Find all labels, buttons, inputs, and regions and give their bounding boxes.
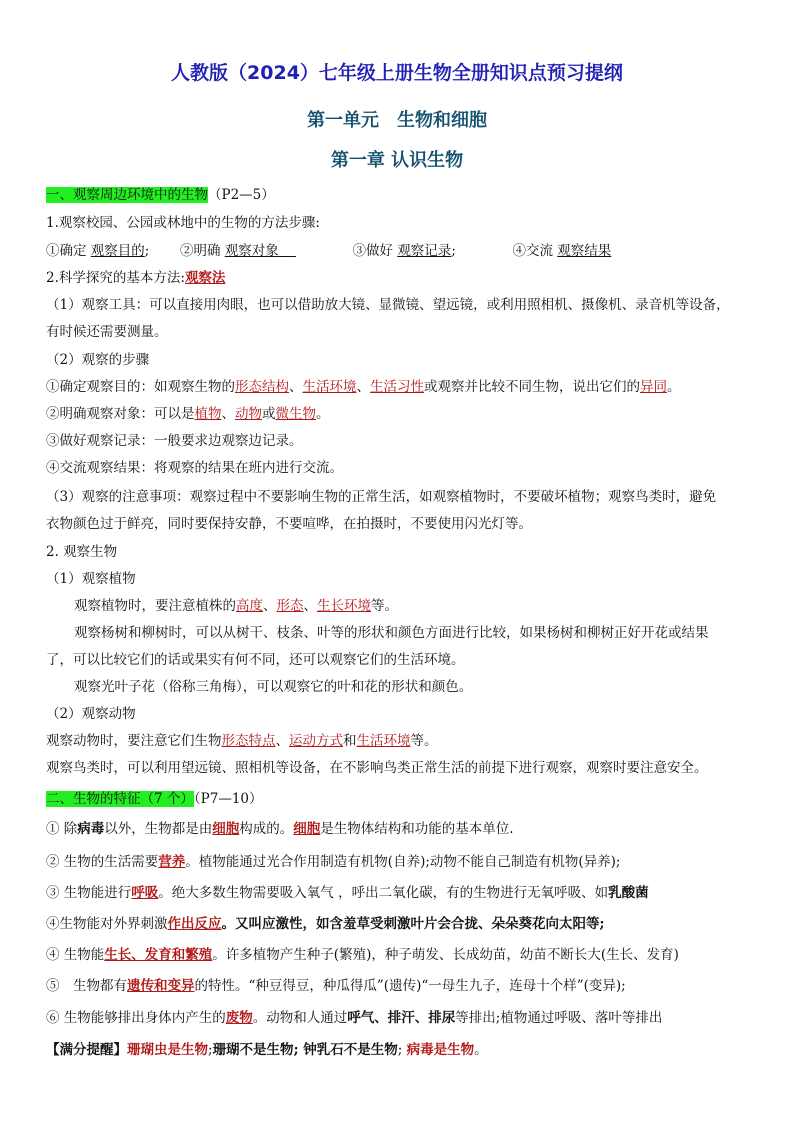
section-2-header [46,789,762,809]
question-2: 2.科学探究的基本方法:观察法 [46,270,226,286]
section-2-title: 二、生物的特征（7 个） [46,791,194,807]
step-answer: 观察结果 [557,243,612,259]
feature-4: ④生物能对外界刺激作出反应。又叫应激性，如含羞草受刺激叶片会合拢、朵朵葵花向太阳等; [46,916,605,932]
feature-6: ⑤ 生物都有遗传和变异的特性。“种豆得豆，种瓜得瓜”(遗传)“一母生九子，连母十个样”(变异); [46,978,626,994]
section-1-title: 一、观察周边环境中的生物 [46,187,208,203]
tip-label: 【满分提醒】 [46,1042,127,1058]
step-record: ③做好观察记录：一般要求边观察边记录。 [46,433,303,449]
step-object: ②明确观察对象：可以是植物、动物或微生物。 [46,406,330,422]
yang-line-1: 观察杨树和柳树时，可以从树干、枝条、叶等的形状和颜色方面进行比较，如果杨树和柳树正好开花或结果 [74,625,709,641]
guang-line: 观察光叶子花（俗称三角梅），可以观察它的叶和花的形状和颜色。 [74,679,473,695]
step-answer: 观察记录 [397,243,452,259]
document-title: 人教版（2024）七年级上册生物全册知识点预习提纲 [171,62,623,84]
feature-5: ④ 生物能生长、发育和繁殖。许多植物产生种子(繁殖)，种子萌发、长成幼苗，幼苗不断长大(生长、发育) [46,947,679,963]
plant-title: （1）观察植物 [46,571,136,587]
note-line-2: 衣物颜色过于鲜亮，同时要保持安静，不要喧哗，在拍摄时，不要使用闪光灯等。 [46,516,532,532]
section-2-pages: （P7—10） [193,791,263,807]
chapter-title: 第一章 认识生物 [330,150,464,171]
feature-2: ② 生物的生活需要营养。植物能通过光合作用制造有机物(自养);动物不能自己制造有机物(异养); [46,854,621,870]
step-share: ④交流观察结果：将观察的结果在班内进行交流。 [46,460,343,476]
unit-title: 第一单元 生物和细胞 [307,110,487,131]
animal-title: （2）观察动物 [46,706,136,722]
steps-title: （2）观察的步骤 [46,352,150,368]
step-answer: 观察对象 [224,243,279,259]
note-line-1: （3）观察的注意事项：观察过程中不要影响生物的正常生活，如观察植物时，不要破坏植物；观察鸟类时，避免 [46,489,717,505]
answer-method: 观察法 [184,270,226,286]
section-1-header [46,185,762,205]
observe-title: 2. 观察生物 [46,544,118,560]
step-purpose: ①确定观察目的：如观察生物的形态结构、生活环境、生活习性或观察并比较不同生物，说出它们的异同。 [46,379,681,395]
step-answer: 观察目的 [90,243,145,259]
tip-line: 【满分提醒】珊瑚虫是生物;珊瑚不是生物; 钟乳石不是生物; 病毒是生物。 [46,1042,488,1058]
tools-line-1: （1）观察工具：可以直接用肉眼，也可以借助放大镜、显微镜、望远镜，或利用照相机、摄像机、录音机等设备， [46,297,730,313]
feature-1: ① 除病毒以外，生物都是由细胞构成的。细胞是生物体结构和功能的基本单位. [46,821,514,837]
question-1: 1.观察校园、公园或林地中的生物的方法步骤: [46,215,320,231]
feature-7: ⑥ 生物能够排出身体内产生的废物。动物和人通过呼气、排汗、排尿等排出;植物通过呼吸、落叶等排出 [46,1010,663,1026]
method-steps: ①确定 观察目的; ②明确 观察对象 ③做好 观察记录; ④交流 观察结果 [46,243,612,259]
section-1-pages: （P2—5） [208,187,275,203]
yang-line-2: 了，可以比较它们的话或果实有何不同，还可以观察它们的生活环境。 [46,652,465,668]
bird-line: 观察鸟类时，可以利用望远镜、照相机等设备，在不影响鸟类正常生活的前提下进行观察，观察时要注意安全。 [46,760,708,776]
tools-line-2: 有时候还需要测量。 [46,324,168,340]
plant-line: 观察植物时，要注意植株的高度、形态、生长环境等。 [74,598,398,614]
feature-3: ③ 生物能进行呼吸。绝大多数生物需要吸入氧气 ，呼出二氧化碳，有的生物进行无氧呼吸、如乳酸菌 [46,885,649,901]
animal-line: 观察动物时，要注意它们生物形态特点、运动方式和生活环境等。 [46,733,438,749]
